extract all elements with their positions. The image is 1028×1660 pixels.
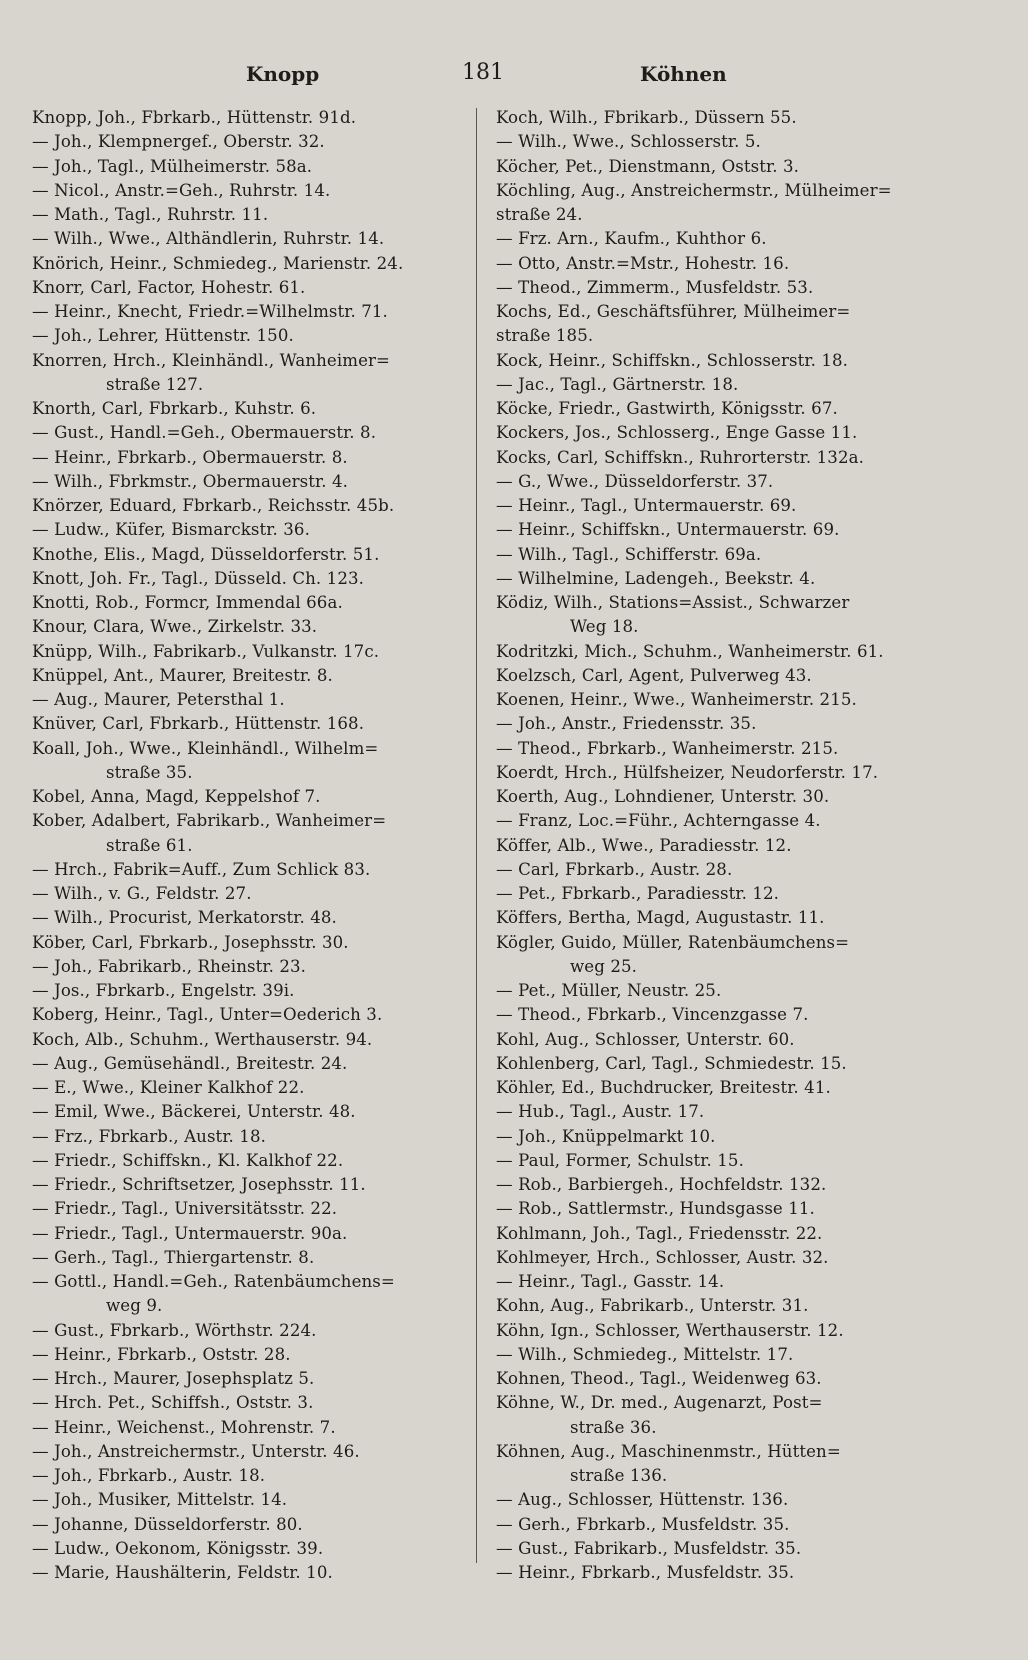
directory-entry-line: — Gust., Fabrikarb., Musfeldstr. 35. <box>496 1538 802 1558</box>
directory-entry-line: — Heinr., Fbrkarb., Obermauerstr. 8. <box>32 447 348 467</box>
directory-entry-line: — Hrch. Pet., Schiffsh., Oststr. 3. <box>32 1393 314 1413</box>
directory-entry-line: — Gerh., Fbrkarb., Musfeldstr. 35. <box>496 1514 790 1534</box>
directory-entry-line: — Rob., Sattlermstr., Hundsgasse 11. <box>496 1199 815 1219</box>
directory-entry-line: Knott, Joh. Fr., Tagl., Düsseld. Ch. 123. <box>32 568 365 588</box>
directory-entry-line: Köhnen, Aug., Maschinenmstr., Hütten= <box>496 1441 841 1461</box>
directory-entry-line: — Wilhelmine, Ladengeh., Beekstr. 4. <box>496 568 816 588</box>
directory-entry-line: — Wilh., Procurist, Merkatorstr. 48. <box>32 908 337 928</box>
directory-entry-line: Knüver, Carl, Fbrkarb., Hüttenstr. 168. <box>32 714 365 734</box>
directory-entry-line: Kobel, Anna, Magd, Keppelshof 7. <box>32 787 321 806</box>
directory-entry-line: — Math., Tagl., Ruhrstr. 11. <box>32 205 269 224</box>
directory-entry-line: Ködiz, Wilh., Stations=Assist., Schwarzer <box>496 593 850 612</box>
directory-entry-line: — Rob., Barbiergeh., Hochfeldstr. 132. <box>496 1175 827 1194</box>
directory-entry-line: — Friedr., Tagl., Universitätsstr. 22. <box>32 1199 338 1219</box>
directory-entry-line: Knotti, Rob., Formcr, Immendal 66a. <box>32 593 343 612</box>
directory-entry-line: Köhler, Ed., Buchdrucker, Breitestr. 41. <box>496 1078 831 1097</box>
directory-entry-line: Knopp, Joh., Fbrkarb., Hüttenstr. 91d. <box>32 108 357 127</box>
directory-entry-line: weg 9. <box>106 1296 163 1316</box>
directory-entry-line: — Jac., Tagl., Gärtnerstr. 18. <box>496 374 739 394</box>
directory-entry-line: — Ludw., Oekonom, Königsstr. 39. <box>32 1538 324 1558</box>
directory-entry-line: — Theod., Fbrkarb., Vincenzgasse 7. <box>496 1005 809 1025</box>
directory-entry-line: — Hub., Tagl., Austr. 17. <box>496 1102 705 1122</box>
directory-entry-line: Kohl, Aug., Schlosser, Unterstr. 60. <box>496 1029 795 1049</box>
directory-entry-line: — Joh., Fbrkarb., Austr. 18. <box>32 1466 266 1485</box>
directory-entry-line: — Frz. Arn., Kaufm., Kuhthor 6. <box>496 229 767 249</box>
directory-entry-line: — Joh., Anstreichermstr., Unterstr. 46. <box>32 1441 360 1461</box>
directory-entry-line: — G., Wwe., Düsseldorferstr. 37. <box>496 471 774 491</box>
directory-entry-line: — Frz., Fbrkarb., Austr. 18. <box>32 1126 266 1146</box>
directory-entry-line: Koch, Alb., Schuhm., Werthauserstr. 94. <box>32 1029 373 1049</box>
directory-entry-line: — Joh., Klempnergef., Oberstr. 32. <box>32 132 325 152</box>
directory-entry-line: Koenen, Heinr., Wwe., Wanheimerstr. 215. <box>496 690 857 709</box>
directory-entry-line: Kodritzki, Mich., Schuhm., Wanheimerstr. 61. <box>496 641 884 661</box>
directory-entry-line: Köhn, Ign., Schlosser, Werthauserstr. 12. <box>496 1320 844 1340</box>
directory-entry-line: Kochs, Ed., Geschäftsführer, Mülheimer= <box>496 302 851 321</box>
directory-entry-line: — Gust., Handl.=Geh., Obermauerstr. 8. <box>32 423 377 443</box>
directory-entry-line: straße 24. <box>496 205 583 224</box>
directory-entry-line: — Aug., Gemüsehändl., Breitestr. 24. <box>32 1053 348 1073</box>
directory-entry-line: Knothe, Elis., Magd, Düsseldorferstr. 51. <box>32 544 380 564</box>
directory-entry-line: — Pet., Fbrkarb., Paradiesstr. 12. <box>496 884 780 903</box>
directory-entry-line: Knorr, Carl, Factor, Hohestr. 61. <box>32 277 306 297</box>
directory-entry-line: — Otto, Anstr.=Mstr., Hohestr. 16. <box>496 253 790 273</box>
directory-entry-line: Kocks, Carl, Schiffskn., Ruhrorterstr. 132a. <box>496 447 864 467</box>
directory-entry-line: straße 127. <box>106 374 204 394</box>
directory-entry-line: — Heinr., Tagl., Untermauerstr. 69. <box>496 496 797 515</box>
directory-entry-line: — Heinr., Fbrkarb., Musfeldstr. 35. <box>496 1563 795 1582</box>
directory-entry-line: — Pet., Müller, Neustr. 25. <box>496 981 722 1000</box>
directory-entry-line: Kohn, Aug., Fabrikarb., Unterstr. 31. <box>496 1296 809 1316</box>
directory-entry-line: — Friedr., Tagl., Untermauerstr. 90a. <box>32 1223 348 1243</box>
directory-entry-line: Knüppel, Ant., Maurer, Breitestr. 8. <box>32 665 333 685</box>
directory-entry-line: — Wilh., Fbrkmstr., Obermauerstr. 4. <box>32 471 349 491</box>
directory-entry-line: — Friedr., Schiffskn., Kl. Kalkhof 22. <box>32 1150 344 1170</box>
directory-entry-line: straße 35. <box>106 762 193 782</box>
directory-entry-line: — Heinr., Tagl., Gasstr. 14. <box>496 1272 725 1291</box>
directory-entry-line: Kohnen, Theod., Tagl., Weidenweg 63. <box>496 1369 822 1388</box>
directory-entry-line: Köchling, Aug., Anstreichermstr., Mülheimer= <box>496 180 892 200</box>
directory-entry-line: Weg 18. <box>570 617 639 637</box>
right-column <box>496 106 956 1585</box>
directory-entry-line: Knorth, Carl, Fbrkarb., Kuhstr. 6. <box>32 399 317 418</box>
directory-entry-line: — Wilh., Wwe., Schlosserstr. 5. <box>496 132 761 152</box>
directory-entry-line: Kögler, Guido, Müller, Ratenbäumchens= <box>496 932 850 952</box>
page-header <box>0 58 1028 92</box>
directory-entry-line: — Hrch., Fabrik=Auff., Zum Schlick 83. <box>32 859 371 879</box>
directory-entry-line: straße 136. <box>570 1466 668 1485</box>
header-right-keyword: Köhnen <box>640 62 727 86</box>
directory-entry-line: — Emil, Wwe., Bäckerei, Unterstr. 48. <box>32 1102 356 1122</box>
directory-entry-line: — Gust., Fbrkarb., Wörthstr. 224. <box>32 1320 317 1340</box>
directory-entry-line: weg 25. <box>570 956 638 976</box>
directory-entry-line: straße 36. <box>570 1417 657 1437</box>
directory-entry-line: Koerth, Aug., Lohndiener, Unterstr. 30. <box>496 787 830 806</box>
directory-entry-line: — Nicol., Anstr.=Geh., Ruhrstr. 14. <box>32 180 331 200</box>
directory-entry-line: Köffer, Alb., Wwe., Paradiesstr. 12. <box>496 835 792 855</box>
directory-entry-line: Kohlmeyer, Hrch., Schlosser, Austr. 32. <box>496 1247 829 1267</box>
directory-entry-line: — Hrch., Maurer, Josephsplatz 5. <box>32 1369 315 1388</box>
directory-entry-line: Kohlmann, Joh., Tagl., Friedensstr. 22. <box>496 1223 823 1243</box>
directory-entry-line: — Johanne, Düsseldorferstr. 80. <box>32 1514 303 1534</box>
directory-entry-line: — Joh., Anstr., Friedensstr. 35. <box>496 714 757 734</box>
directory-entry-line: — Gottl., Handl.=Geh., Ratenbäumchens= <box>32 1272 395 1291</box>
directory-entry-line: — Aug., Schlosser, Hüttenstr. 136. <box>496 1490 789 1510</box>
directory-entry-line: — Friedr., Schriftsetzer, Josephsstr. 11. <box>32 1175 366 1194</box>
directory-entry-line: Kohlenberg, Carl, Tagl., Schmiedestr. 15. <box>496 1053 847 1073</box>
directory-entry-line: Kockers, Jos., Schlosserg., Enge Gasse 11. <box>496 423 858 443</box>
directory-entry-line: Köcke, Friedr., Gastwirth, Königsstr. 67. <box>496 399 838 418</box>
directory-entry-line: — Paul, Former, Schulstr. 15. <box>496 1150 744 1170</box>
directory-entry-line: — Wilh., Tagl., Schifferstr. 69a. <box>496 544 762 564</box>
directory-entry-line: — Heinr., Weichenst., Mohrenstr. 7. <box>32 1417 336 1437</box>
directory-entry-line: Knüpp, Wilh., Fabrikarb., Vulkanstr. 17c. <box>32 641 380 661</box>
directory-entry-line: Koberg, Heinr., Tagl., Unter=Oederich 3. <box>32 1005 383 1025</box>
directory-entry-line: — Ludw., Küfer, Bismarckstr. 36. <box>32 520 310 540</box>
directory-entry-line: Kock, Heinr., Schiffskn., Schlosserstr. 18. <box>496 350 849 370</box>
directory-entry-line: Kober, Adalbert, Fabrikarb., Wanheimer= <box>32 811 387 831</box>
directory-entry-line: Koerdt, Hrch., Hülfsheizer, Neudorferstr. 17. <box>496 762 879 782</box>
directory-entry-line: — Heinr., Schiffskn., Untermauerstr. 69. <box>496 520 840 540</box>
directory-entry-line: — Aug., Maurer, Petersthal 1. <box>32 690 285 709</box>
directory-entry-line: — E., Wwe., Kleiner Kalkhof 22. <box>32 1078 305 1097</box>
directory-entry-line: — Joh., Tagl., Mülheimerstr. 58a. <box>32 156 313 176</box>
directory-entry-line: — Wilh., Wwe., Althändlerin, Ruhrstr. 14. <box>32 229 385 249</box>
directory-entry-line: — Carl, Fbrkarb., Austr. 28. <box>496 859 733 879</box>
directory-entry-line: Köber, Carl, Fbrkarb., Josephsstr. 30. <box>32 932 349 952</box>
column-divider <box>476 108 477 1563</box>
directory-entry-line: — Theod., Zimmerm., Musfeldstr. 53. <box>496 277 814 297</box>
directory-entry-line: Knour, Clara, Wwe., Zirkelstr. 33. <box>32 617 318 637</box>
directory-entry-line: Knorren, Hrch., Kleinhändl., Wanheimer= <box>32 350 391 370</box>
directory-entry-line: — Theod., Fbrkarb., Wanheimerstr. 215. <box>496 738 839 758</box>
directory-entry-line: Koelzsch, Carl, Agent, Pulverweg 43. <box>496 665 812 685</box>
page-number: 181 <box>462 60 504 85</box>
directory-entry-line: — Wilh., Schmiedeg., Mittelstr. 17. <box>496 1344 794 1364</box>
directory-entry-line: — Heinr., Fbrkarb., Oststr. 28. <box>32 1344 291 1364</box>
directory-entry-line: — Gerh., Tagl., Thiergartenstr. 8. <box>32 1247 315 1267</box>
directory-entry-line: — Marie, Haushälterin, Feldstr. 10. <box>32 1563 333 1582</box>
directory-entry-line: — Wilh., v. G., Feldstr. 27. <box>32 884 252 903</box>
directory-entry-line: Knörich, Heinr., Schmiedeg., Marienstr. 24. <box>32 253 404 273</box>
directory-entry-line: — Jos., Fbrkarb., Engelstr. 39i. <box>32 981 295 1000</box>
directory-entry-line: straße 185. <box>496 326 594 346</box>
directory-entry-line: Koch, Wilh., Fbrikarb., Düssern 55. <box>496 108 797 127</box>
directory-entry-line: — Heinr., Knecht, Friedr.=Wilhelmstr. 71. <box>32 302 388 321</box>
directory-entry-line: straße 61. <box>106 835 193 855</box>
directory-entry-line: — Franz, Loc.=Führ., Achterngasse 4. <box>496 811 821 831</box>
directory-entry-line: — Joh., Fabrikarb., Rheinstr. 23. <box>32 956 307 976</box>
directory-entry-line: — Joh., Lehrer, Hüttenstr. 150. <box>32 326 294 346</box>
directory-entry-line: Köcher, Pet., Dienstmann, Oststr. 3. <box>496 156 800 176</box>
left-column <box>32 106 472 1585</box>
directory-entry-line: — Joh., Knüppelmarkt 10. <box>496 1126 716 1146</box>
directory-entry-line: Koall, Joh., Wwe., Kleinhändl., Wilhelm= <box>32 738 379 758</box>
directory-entry-line: — Joh., Musiker, Mittelstr. 14. <box>32 1490 288 1510</box>
directory-entry-line: Köhne, W., Dr. med., Augenarzt, Post= <box>496 1393 823 1413</box>
directory-entry-line: Köffers, Bertha, Magd, Augustastr. 11. <box>496 908 825 928</box>
directory-entry-line: Knörzer, Eduard, Fbrkarb., Reichsstr. 45b. <box>32 496 395 515</box>
header-left-keyword: Knopp <box>246 62 320 86</box>
